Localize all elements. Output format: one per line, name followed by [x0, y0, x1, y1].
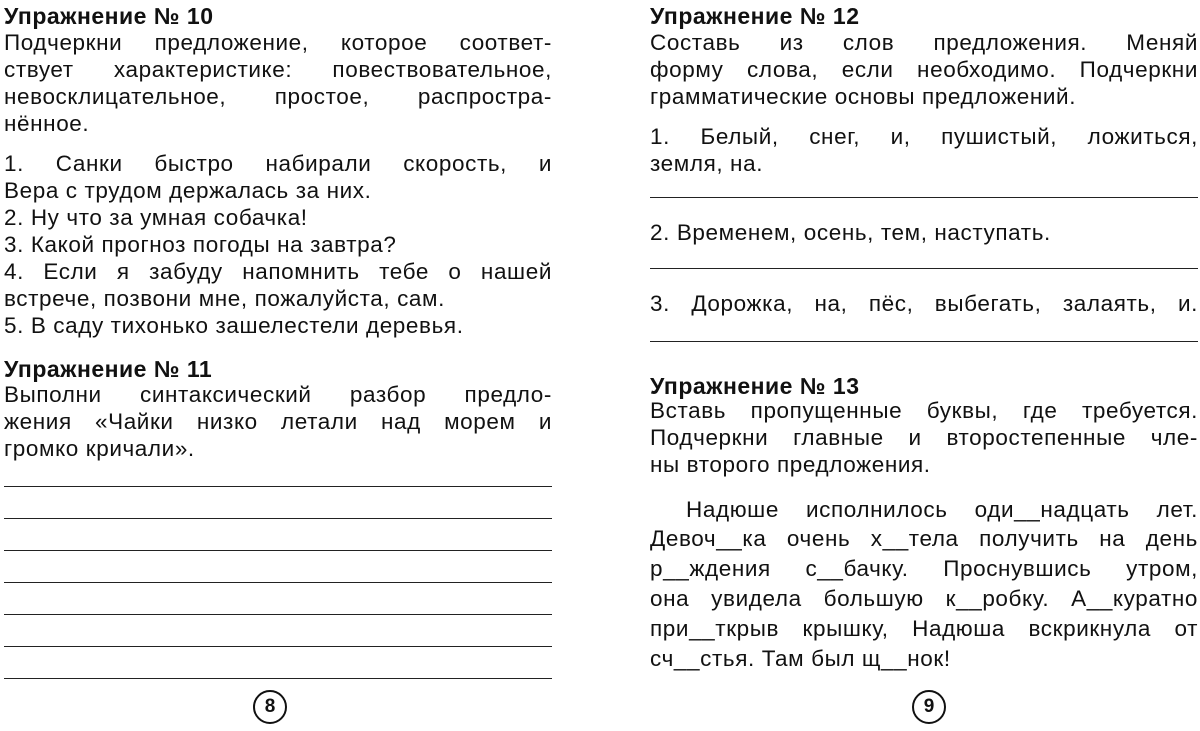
exercise-11-instruction-line: жения «Чайки низко летали над морем и [4, 409, 552, 434]
exercise-10-instruction-line: невосклицательное, простое, распростра- [4, 84, 552, 109]
answer-line [650, 197, 1198, 198]
answer-line [4, 678, 552, 679]
exercise-10-item: 2. Ну что за умная собачка! [4, 205, 308, 230]
exercise-12-instruction-line: форму слова, если необходимо. Подчеркни [650, 57, 1198, 82]
exercise-12-item: земля, на. [650, 151, 764, 176]
exercise-12-item: 2. Временем, осень, тем, наступать. [650, 220, 1051, 245]
exercise-10-item: 3. Какой прогноз погоды на завтра? [4, 232, 397, 257]
right-page [650, 0, 1198, 731]
exercise-12-instruction-line: грамматические основы предложений. [650, 84, 1077, 109]
exercise-13-text-line: при__ткрыв крышку, Надюша вскрикнула от [650, 616, 1198, 641]
exercise-12-title: Упражнение № 12 [650, 3, 860, 29]
exercise-10-item: встрече, позвони мне, пожалуйста, сам. [4, 286, 445, 311]
exercise-12-item: 3. Дорожка, на, пёс, выбегать, залаять, и. [650, 291, 1198, 316]
answer-line [4, 646, 552, 647]
exercise-10-item: 4. Если я забуду напомнить тебе о нашей [4, 259, 552, 284]
exercise-10-instruction-line: нённое. [4, 111, 90, 136]
exercise-13-title: Упражнение № 13 [650, 373, 860, 399]
exercise-13-text-line: Надюше исполнилось оди__надцать лет. [686, 497, 1198, 522]
page-number-badge: 9 [912, 690, 946, 724]
exercise-10-item: Вера с трудом держалась за них. [4, 178, 372, 203]
exercise-10-item: 5. В саду тихонько зашелестели деревья. [4, 313, 464, 338]
exercise-13-text-line: Девоч__ка очень х__тела получить на день [650, 526, 1198, 551]
answer-line [4, 614, 552, 615]
exercise-11-instruction-line: Выполни синтаксический разбор предло- [4, 382, 552, 407]
answer-line [4, 550, 552, 551]
page-number-badge: 8 [253, 690, 287, 724]
exercise-12-item: 1. Белый, снег, и, пушистый, ложиться, [650, 124, 1198, 149]
exercise-11-title: Упражнение № 11 [4, 356, 213, 382]
exercise-10-instruction-line: ствует характеристике: повествовательное, [4, 57, 552, 82]
answer-line [4, 582, 552, 583]
answer-line [4, 518, 552, 519]
exercise-13-instruction-line: ны второго предложения. [650, 452, 931, 477]
exercise-13-text-line: сч__стья. Там был щ__нок! [650, 646, 951, 671]
answer-line [4, 486, 552, 487]
exercise-10-instruction-line: Подчеркни предложение, которое соответ- [4, 30, 552, 55]
exercise-11-instruction-line: громко кричали». [4, 436, 195, 461]
exercise-13-instruction-line: Вставь пропущенные буквы, где требуется. [650, 398, 1198, 423]
exercise-12-instruction-line: Составь из слов предложения. Меняй [650, 30, 1198, 55]
left-page [4, 0, 552, 731]
exercise-10-title: Упражнение № 10 [4, 3, 214, 29]
exercise-13-text-line: р__ждения с__бачку. Проснувшись утром, [650, 556, 1198, 581]
answer-line [650, 268, 1198, 269]
exercise-13-instruction-line: Подчеркни главные и второстепенные чле- [650, 425, 1198, 450]
answer-line [650, 341, 1198, 342]
exercise-10-item: 1. Санки быстро набирали скорость, и [4, 151, 552, 176]
exercise-13-text-line: она увидела большую к__робку. А__куратно [650, 586, 1198, 611]
